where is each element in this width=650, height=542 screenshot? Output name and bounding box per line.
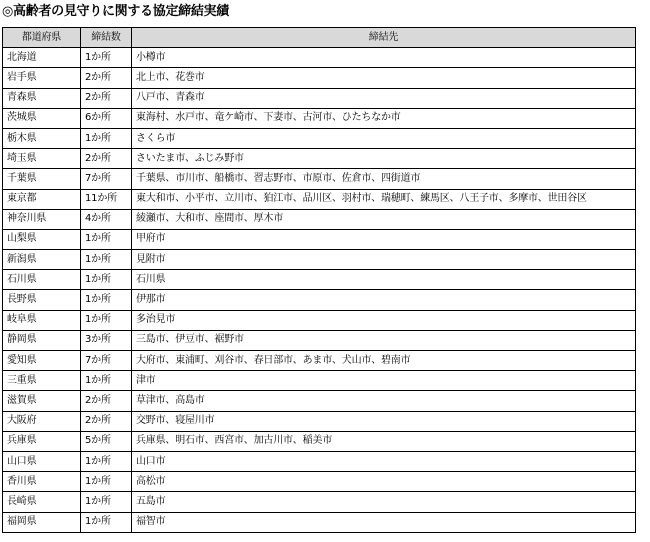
count-cell: 1か所 bbox=[81, 48, 132, 68]
prefecture-cell: 岐阜県 bbox=[3, 310, 81, 330]
partners-cell: 三島市、伊豆市、裾野市 bbox=[132, 330, 636, 350]
table-row bbox=[3, 250, 636, 270]
partners-cell: 福智市 bbox=[132, 512, 636, 532]
prefecture-cell: 埼玉県 bbox=[3, 149, 81, 169]
prefecture-cell: 長野県 bbox=[3, 290, 81, 310]
prefecture-cell: 香川県 bbox=[3, 472, 81, 492]
table-row bbox=[3, 209, 636, 229]
table-row bbox=[3, 391, 636, 411]
count-cell: 7か所 bbox=[81, 169, 132, 189]
table-row bbox=[3, 128, 636, 148]
table-row bbox=[3, 108, 636, 128]
prefecture-cell: 東京都 bbox=[3, 189, 81, 209]
partners-cell: 千葉県、市川市、船橋市、習志野市、市原市、佐倉市、四街道市 bbox=[132, 169, 636, 189]
partners-cell: 兵庫県、明石市、西宮市、加古川市、稲美市 bbox=[132, 431, 636, 451]
partners-cell: 交野市、寝屋川市 bbox=[132, 411, 636, 431]
table-row bbox=[3, 290, 636, 310]
count-cell: 1か所 bbox=[81, 229, 132, 249]
partners-cell: 高松市 bbox=[132, 472, 636, 492]
count-cell: 2か所 bbox=[81, 149, 132, 169]
table-row bbox=[3, 310, 636, 330]
partners-cell: 見附市 bbox=[132, 250, 636, 270]
count-cell: 1か所 bbox=[81, 250, 132, 270]
prefecture-cell: 三重県 bbox=[3, 371, 81, 391]
count-cell: 1か所 bbox=[81, 472, 132, 492]
prefecture-cell: 北海道 bbox=[3, 48, 81, 68]
partners-cell: さいたま市、ふじみ野市 bbox=[132, 149, 636, 169]
table-row bbox=[3, 371, 636, 391]
prefecture-cell: 青森県 bbox=[3, 88, 81, 108]
table-row bbox=[3, 472, 636, 492]
prefecture-cell: 千葉県 bbox=[3, 169, 81, 189]
count-cell: 1か所 bbox=[81, 512, 132, 532]
count-cell: 4か所 bbox=[81, 209, 132, 229]
count-cell: 2か所 bbox=[81, 68, 132, 88]
count-cell: 11か所 bbox=[81, 189, 132, 209]
partners-cell: 津市 bbox=[132, 371, 636, 391]
prefecture-cell: 山口県 bbox=[3, 451, 81, 471]
partners-cell: 石川県 bbox=[132, 270, 636, 290]
table-row bbox=[3, 48, 636, 68]
count-cell: 3か所 bbox=[81, 330, 132, 350]
prefecture-cell: 新潟県 bbox=[3, 250, 81, 270]
count-cell: 1か所 bbox=[81, 290, 132, 310]
count-cell: 2か所 bbox=[81, 391, 132, 411]
partners-cell: 大府市、東浦町、刈谷市、春日部市、あま市、犬山市、碧南市 bbox=[132, 351, 636, 371]
table-row bbox=[3, 512, 636, 532]
partners-cell: 多治見市 bbox=[132, 310, 636, 330]
table-row bbox=[3, 330, 636, 350]
table-row bbox=[3, 431, 636, 451]
prefecture-cell: 神奈川県 bbox=[3, 209, 81, 229]
table-row bbox=[3, 169, 636, 189]
prefecture-cell: 石川県 bbox=[3, 270, 81, 290]
count-cell: 2か所 bbox=[81, 411, 132, 431]
partners-cell: 綾瀬市、大和市、座間市、厚木市 bbox=[132, 209, 636, 229]
partners-cell: 伊那市 bbox=[132, 290, 636, 310]
prefecture-cell: 福岡県 bbox=[3, 512, 81, 532]
count-cell: 1か所 bbox=[81, 128, 132, 148]
partners-cell: さくら市 bbox=[132, 128, 636, 148]
table-row bbox=[3, 270, 636, 290]
table-body bbox=[3, 48, 636, 533]
partners-cell: 北上市、花巻市 bbox=[132, 68, 636, 88]
partners-cell: 八戸市、青森市 bbox=[132, 88, 636, 108]
count-cell: 1か所 bbox=[81, 310, 132, 330]
table-row bbox=[3, 351, 636, 371]
prefecture-cell: 愛知県 bbox=[3, 351, 81, 371]
table-row bbox=[3, 411, 636, 431]
table-row bbox=[3, 229, 636, 249]
count-cell: 7か所 bbox=[81, 351, 132, 371]
table-header-row bbox=[3, 28, 636, 48]
table-row bbox=[3, 68, 636, 88]
prefecture-cell: 静岡県 bbox=[3, 330, 81, 350]
prefecture-cell: 滋賀県 bbox=[3, 391, 81, 411]
count-cell: 1か所 bbox=[81, 492, 132, 512]
count-cell: 1か所 bbox=[81, 451, 132, 471]
prefecture-cell: 長崎県 bbox=[3, 492, 81, 512]
prefecture-cell: 兵庫県 bbox=[3, 431, 81, 451]
prefecture-cell: 栃木県 bbox=[3, 128, 81, 148]
partners-cell: 甲府市 bbox=[132, 229, 636, 249]
header-partners: 締結先 bbox=[132, 28, 636, 48]
count-cell: 1か所 bbox=[81, 270, 132, 290]
table-row bbox=[3, 88, 636, 108]
agreement-table bbox=[2, 27, 636, 533]
table-row bbox=[3, 189, 636, 209]
partners-cell: 東大和市、小平市、立川市、狛江市、品川区、羽村市、瑞穂町、練馬区、八王子市、多摩市、世田谷区 bbox=[132, 189, 636, 209]
header-prefecture: 都道府県 bbox=[3, 28, 81, 48]
count-cell: 2か所 bbox=[81, 88, 132, 108]
prefecture-cell: 大阪府 bbox=[3, 411, 81, 431]
partners-cell: 小樽市 bbox=[132, 48, 636, 68]
count-cell: 1か所 bbox=[81, 371, 132, 391]
prefecture-cell: 茨城県 bbox=[3, 108, 81, 128]
partners-cell: 草津市、高島市 bbox=[132, 391, 636, 411]
count-cell: 5か所 bbox=[81, 431, 132, 451]
table-row bbox=[3, 492, 636, 512]
partners-cell: 東海村、水戸市、竜ケ崎市、下妻市、古河市、ひたちなか市 bbox=[132, 108, 636, 128]
table-row bbox=[3, 149, 636, 169]
partners-cell: 山口市 bbox=[132, 451, 636, 471]
count-cell: 6か所 bbox=[81, 108, 132, 128]
table-row bbox=[3, 451, 636, 471]
page-title: ◎高齢者の見守りに関する協定締結実績 bbox=[2, 4, 229, 19]
header-count: 締結数 bbox=[81, 28, 132, 48]
prefecture-cell: 山梨県 bbox=[3, 229, 81, 249]
partners-cell: 五島市 bbox=[132, 492, 636, 512]
prefecture-cell: 岩手県 bbox=[3, 68, 81, 88]
